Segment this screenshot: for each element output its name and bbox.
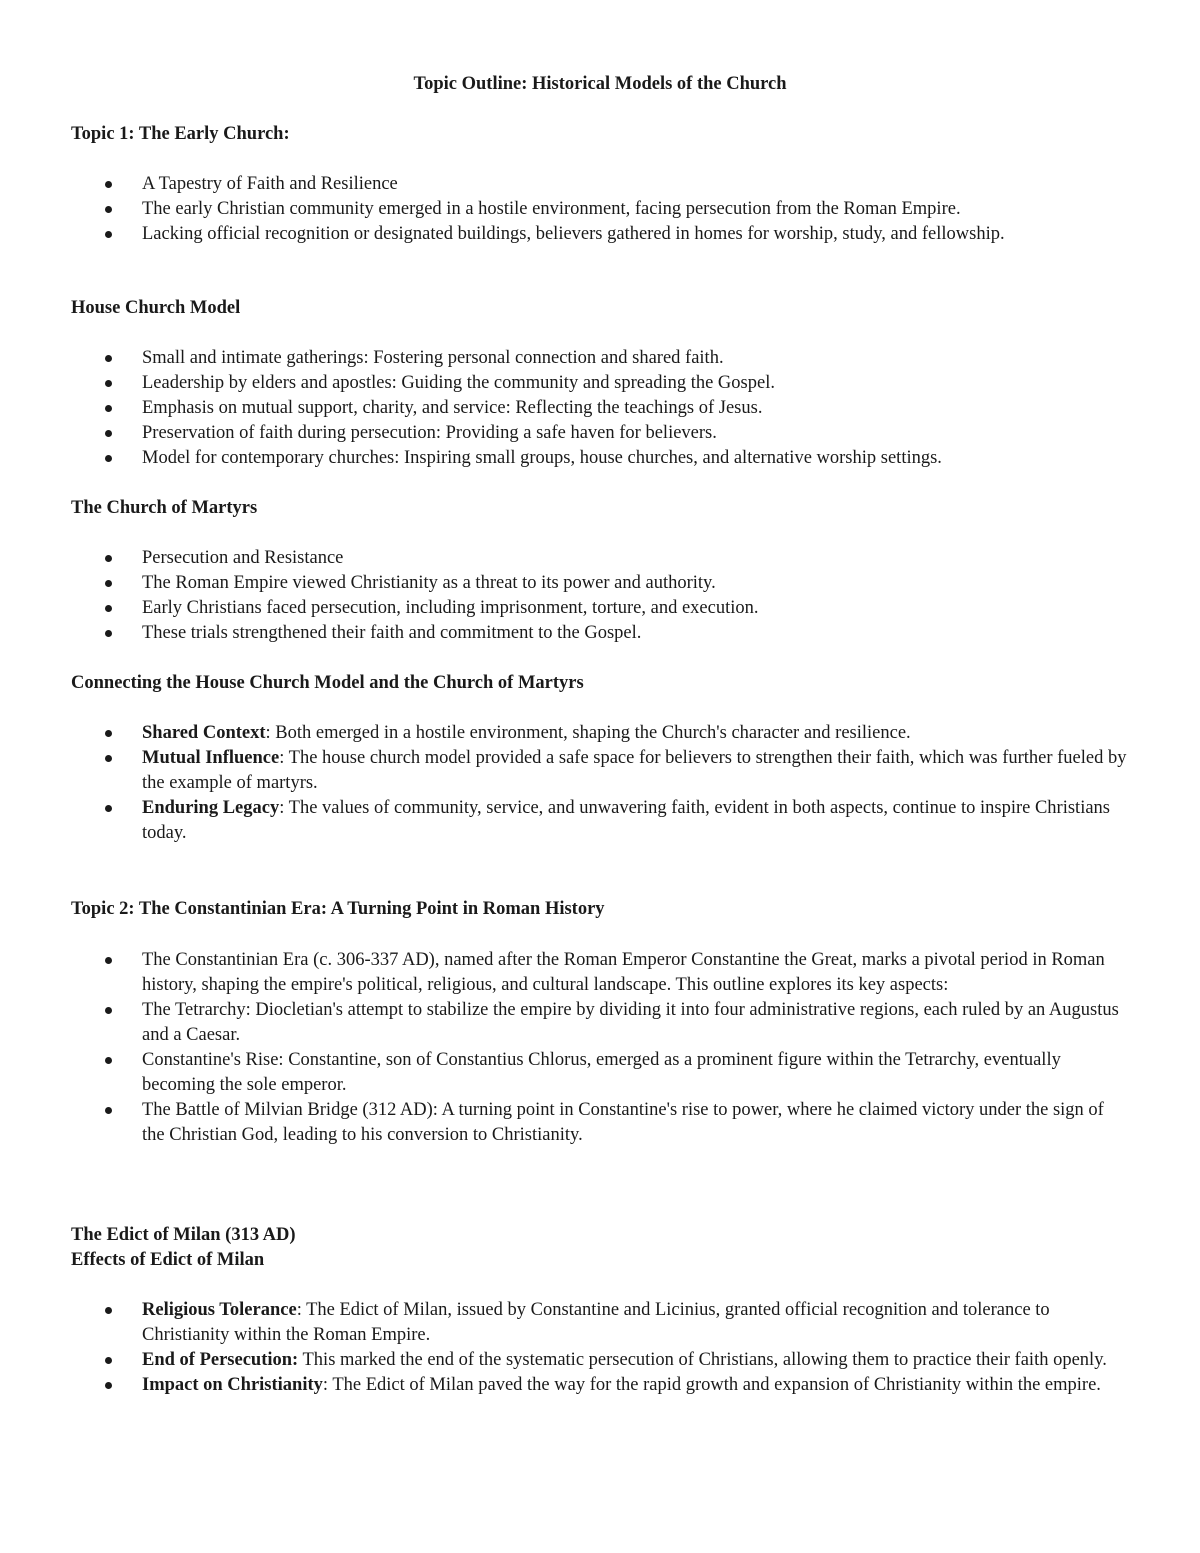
list-item-text: The early Christian community emerged in a hostile environment, facing persecution from the Roman Empire. (142, 199, 961, 219)
section-heading-edict-of-milan: The Edict of Milan (313 AD) (71, 1225, 296, 1245)
list-item-text: : The Edict of Milan, issued by Constantine and Licinius, granted official recognition and tolerance to Christianity within the Roman Empire. (142, 1300, 1050, 1345)
list-item (71, 222, 1131, 247)
list-item-text: The Constantinian Era (c. 306-337 AD), named after the Roman Emperor Constantine the Great, marks a pivotal period in Roman history, shaping the empire's political, religious, and cultural landscape. This outline explores its key aspects: (142, 950, 1105, 995)
bullet-icon (105, 1307, 112, 1314)
bullet-icon (105, 380, 112, 387)
list-item (71, 596, 1131, 621)
house-church-list (71, 346, 1131, 471)
list-item (71, 1098, 1131, 1148)
section-heading-early-church: Topic 1: The Early Church: (71, 124, 290, 144)
list-item-text: : The values of community, service, and unwavering faith, evident in both aspects, continue to inspire Christians today. (142, 798, 1110, 843)
list-item (71, 1348, 1131, 1373)
bullet-icon (105, 957, 112, 964)
bullet-icon (105, 206, 112, 213)
list-item (71, 1373, 1131, 1398)
list-item-text: Leadership by elders and apostles: Guiding the community and spreading the Gospel. (142, 373, 775, 393)
bullet-icon (105, 1357, 112, 1364)
bullet-icon (105, 1107, 112, 1114)
bullet-icon (105, 405, 112, 412)
list-item-text: This marked the end of the systematic persecution of Christians, allowing them to practice their faith openly. (298, 1350, 1107, 1370)
list-item-text: : The house church model provided a safe space for believers to strengthen their faith, which was further fueled by the example of martyrs. (142, 748, 1127, 793)
list-item-term: Mutual Influence (142, 748, 280, 768)
bullet-icon (105, 555, 112, 562)
connecting-list (71, 721, 1131, 846)
list-item-text: These trials strengthened their faith and commitment to the Gospel. (142, 623, 642, 643)
list-item-term: Shared Context (142, 723, 266, 743)
bullet-icon (105, 805, 112, 812)
bullet-icon (105, 355, 112, 362)
bullet-icon (105, 580, 112, 587)
early-church-list (71, 172, 1131, 247)
bullet-icon (105, 755, 112, 762)
list-item-term: Religious Tolerance (142, 1300, 297, 1320)
list-item-text: The Roman Empire viewed Christianity as a threat to its power and authority. (142, 573, 716, 593)
list-item-text: Model for contemporary churches: Inspiring small groups, house churches, and alternative worship settings. (142, 448, 942, 468)
bullet-icon (105, 1007, 112, 1014)
list-item-text: A Tapestry of Faith and Resilience (142, 174, 398, 194)
list-item-text: Constantine's Rise: Constantine, son of Constantius Chlorus, emerged as a prominent figure within the Tetrarchy, eventually becoming the sole emperor. (142, 1050, 1061, 1095)
constantinian-list (71, 948, 1131, 1148)
bullet-icon (105, 730, 112, 737)
list-item-text: The Tetrarchy: Diocletian's attempt to stabilize the empire by dividing it into four administrative regions, each ruled by an Augustus and a Caesar. (142, 1000, 1119, 1045)
list-item (71, 746, 1131, 796)
bullet-icon (105, 1382, 112, 1389)
list-item (71, 346, 1131, 371)
bullet-icon (105, 181, 112, 188)
list-item (71, 998, 1131, 1048)
martyrs-list (71, 546, 1131, 646)
list-item-term: End of Persecution: (142, 1350, 299, 1370)
list-item (71, 948, 1131, 998)
section-heading-constantinian-era: Topic 2: The Constantinian Era: A Turning Point in Roman History (71, 899, 605, 919)
list-item (71, 172, 1131, 197)
list-item-text: : The Edict of Milan paved the way for the rapid growth and expansion of Christianity within the empire. (322, 1375, 1101, 1395)
list-item (71, 1298, 1131, 1348)
bullet-icon (105, 1057, 112, 1064)
bullet-icon (105, 630, 112, 637)
list-item (71, 396, 1131, 421)
list-item (71, 197, 1131, 222)
list-item-term: Enduring Legacy (142, 798, 280, 818)
list-item (71, 721, 1131, 746)
list-item (71, 446, 1131, 471)
list-item (71, 421, 1131, 446)
list-item-text: : Both emerged in a hostile environment, shaping the Church's character and resilience. (265, 723, 911, 743)
list-item-text: The Battle of Milvian Bridge (312 AD): A turning point in Constantine's rise to power, where he claimed victory under the sign of the Christian God, leading to his conversion to Christianity. (142, 1100, 1104, 1145)
list-item-text: Persecution and Resistance (142, 548, 344, 568)
list-item (71, 796, 1131, 846)
bullet-icon (105, 231, 112, 238)
list-item-text: Emphasis on mutual support, charity, and service: Reflecting the teachings of Jesus. (142, 398, 763, 418)
section-heading-martyrs: The Church of Martyrs (71, 498, 258, 518)
list-item-text: Lacking official recognition or designated buildings, believers gathered in homes for worship, study, and fellowship. (142, 224, 1005, 244)
list-item (71, 1048, 1131, 1098)
list-item-text: Early Christians faced persecution, including imprisonment, torture, and execution. (142, 598, 759, 618)
list-item-text: Small and intimate gatherings: Fostering personal connection and shared faith. (142, 348, 724, 368)
list-item-term: Impact on Christianity (142, 1375, 323, 1395)
edict-effects-list (71, 1298, 1131, 1398)
bullet-icon (105, 430, 112, 437)
document-title: Topic Outline: Historical Models of the Church (413, 74, 787, 94)
section-heading-connecting: Connecting the House Church Model and the Church of Martyrs (71, 673, 584, 693)
list-item (71, 546, 1131, 571)
list-item (71, 571, 1131, 596)
section-heading-house-church: House Church Model (71, 298, 241, 318)
bullet-icon (105, 605, 112, 612)
bullet-icon (105, 455, 112, 462)
list-item (71, 621, 1131, 646)
section-subheading-effects: Effects of Edict of Milan (71, 1250, 265, 1270)
list-item-text: Preservation of faith during persecution: Providing a safe haven for believers. (142, 423, 717, 443)
list-item (71, 371, 1131, 396)
